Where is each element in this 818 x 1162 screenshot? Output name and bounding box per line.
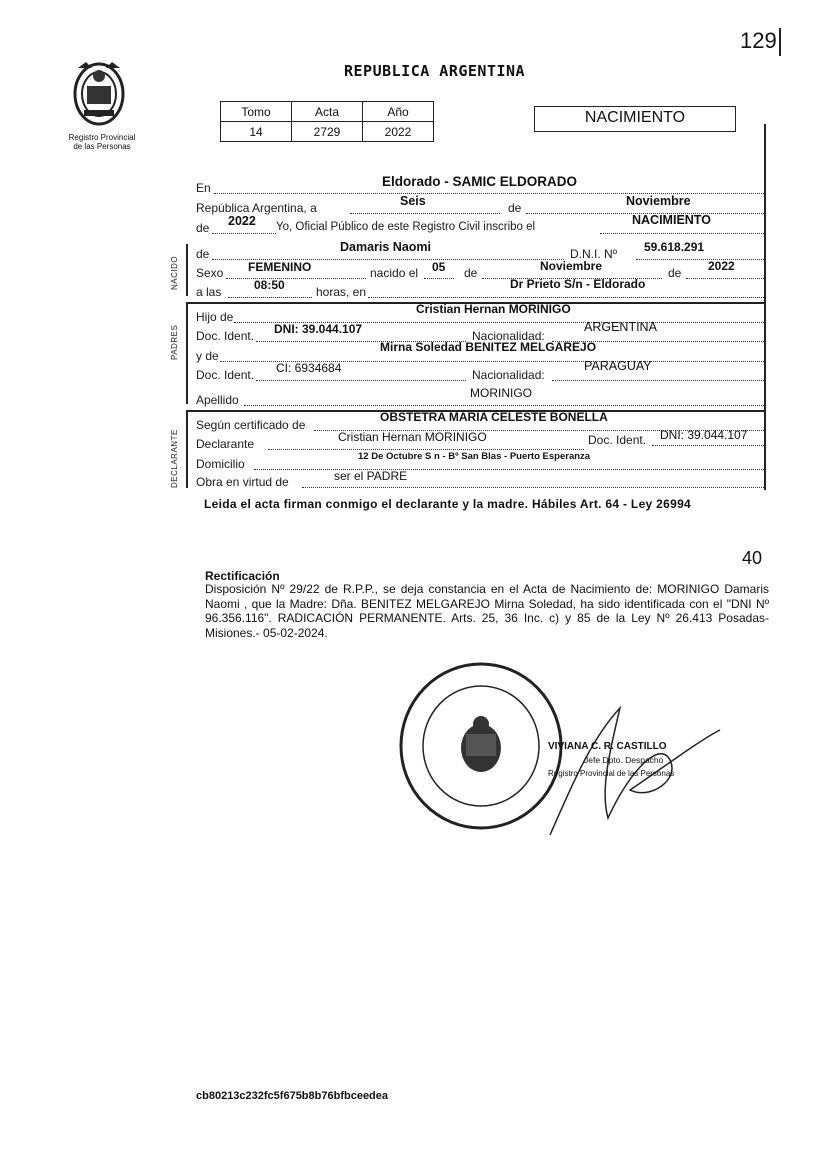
rectificacion-heading: Rectificación bbox=[205, 569, 280, 583]
header-anio: Año bbox=[363, 102, 434, 122]
document-hash: cb80213c232fc5f675b8b76bfbceedea bbox=[196, 1090, 389, 1102]
padre-nac-value: ARGENTINA bbox=[584, 320, 657, 334]
registry-name: Registro Provincial de las Personas bbox=[68, 133, 136, 151]
nac-mes-value: Noviembre bbox=[540, 259, 603, 273]
nombre-value: Damaris Naomi bbox=[340, 240, 432, 254]
yde-label: y de bbox=[196, 349, 219, 363]
certificado-label: Según certificado de bbox=[196, 418, 306, 432]
page-number: 129 bbox=[740, 28, 777, 53]
declarante-label: Declarante bbox=[196, 437, 255, 451]
hijo-label: Hijo de bbox=[196, 310, 234, 324]
nac-anio-value: 2022 bbox=[708, 259, 735, 273]
decl-doc-value: DNI: 39.044.107 bbox=[660, 428, 748, 442]
madre-nac-value: PARAGUAY bbox=[584, 359, 652, 373]
record-table bbox=[220, 101, 434, 142]
value-anio: 2022 bbox=[363, 122, 434, 142]
rectificacion-body: Disposición Nº 29/22 de R.P.P., se deja constancia en el Acta de Nacimiento de: MORINIGO Damaris Naomi , que la Madre: Dña. BENITEZ MELGAREJO Mirna Soledad, ha sido identificada con el "DNI Nº 96.356.116". RADICACIÓN PERMANENTE. Arts. 25, 36 Inc. c) y 85 de la Ley Nº 26.413 Posadas- Misiones.- 05-02-2024. bbox=[205, 582, 769, 640]
de2-label: de bbox=[196, 221, 210, 235]
apellido-value: MORINIGO bbox=[470, 386, 532, 400]
madre-doc-value: CI: 6934684 bbox=[276, 361, 342, 375]
dia-value: Seis bbox=[400, 194, 426, 208]
side-label-nacido: NACIDO bbox=[170, 255, 179, 290]
mes-value: Noviembre bbox=[626, 194, 691, 208]
side-label-padres: PADRES bbox=[170, 324, 179, 360]
dni-value: 59.618.291 bbox=[644, 240, 705, 254]
dni-label: D.N.I. Nº bbox=[570, 247, 618, 261]
oficial-label: Yo, Oficial Público de este Registro Civil inscribo el bbox=[276, 221, 536, 233]
certificado-value: OBSTETRA MARÍA CELESTE BONELLA bbox=[380, 410, 608, 424]
de-label: de bbox=[508, 201, 522, 215]
de5-label: de bbox=[668, 266, 682, 280]
value-acta: 2729 bbox=[292, 122, 363, 142]
sexo-label: Sexo bbox=[196, 266, 224, 280]
header-tomo: Tomo bbox=[221, 102, 292, 122]
en-label: En bbox=[196, 181, 211, 195]
document-title: REPUBLICA ARGENTINA bbox=[344, 62, 526, 80]
registry-logo bbox=[66, 56, 132, 132]
anio-value: 2022 bbox=[228, 214, 256, 228]
alas-label: a las bbox=[196, 285, 222, 299]
nac-dia-value: 05 bbox=[432, 260, 446, 274]
lugar-value: Dr Prieto S/n - Eldorado bbox=[510, 277, 646, 291]
padre-doc-value: DNI: 39.044.107 bbox=[274, 322, 363, 336]
nac-label: Nacionalidad: bbox=[472, 329, 545, 343]
signature-title: Jefe Dpto. Despacho bbox=[584, 755, 664, 765]
padre-value: Cristian Hernan MORINIGO bbox=[416, 302, 571, 316]
crest-icon bbox=[66, 56, 132, 132]
form-right-border bbox=[764, 124, 766, 490]
closing-text: Leida el acta firman conmigo el declarante y la madre. Hábiles Art. 64 - Ley 26994 bbox=[204, 497, 692, 511]
de4-label: de bbox=[464, 266, 478, 280]
inscribo-value: NACIMIENTO bbox=[632, 213, 711, 227]
docident-label: Doc. Ident. bbox=[196, 329, 255, 343]
horas-label: horas, en bbox=[316, 285, 367, 299]
side-label-declarante: DECLARANTE bbox=[170, 429, 179, 488]
apellido-label: Apellido bbox=[196, 393, 239, 407]
en-value: Eldorado - SAMIC ELDORADO bbox=[382, 174, 577, 189]
madre-value: Mirna Soledad BENITEZ MELGAREJO bbox=[380, 340, 597, 354]
signature-name: VIVIANA C. R. CASTILLO bbox=[548, 741, 667, 752]
decl-doc-label: Doc. Ident. bbox=[588, 433, 647, 447]
signature-org: Registro Provincial de las Personas bbox=[548, 769, 675, 778]
republica-label: República Argentina, a bbox=[196, 201, 317, 215]
de3-label: de bbox=[196, 247, 210, 261]
hora-value: 08:50 bbox=[254, 278, 285, 292]
record-type-box bbox=[534, 106, 736, 132]
declarante-value: Cristian Hernan MORINIGO bbox=[338, 430, 487, 444]
header-acta: Acta bbox=[292, 102, 363, 122]
record-type: NACIMIENTO bbox=[584, 109, 686, 126]
nac2-label: Nacionalidad: bbox=[472, 368, 545, 382]
obra-value: ser el PADRE bbox=[334, 469, 408, 483]
docident2-label: Doc. Ident. bbox=[196, 368, 255, 382]
page-number-2: 40 bbox=[742, 548, 763, 568]
margin-line bbox=[779, 28, 781, 56]
value-tomo: 14 bbox=[221, 122, 292, 142]
domicilio-label: Domicilio bbox=[196, 457, 245, 471]
sexo-value: FEMENINO bbox=[248, 260, 312, 274]
domicilio-value: 12 De Octubre S n - Bº San Blas - Puerto Esperanza bbox=[358, 451, 591, 462]
nacido-label: nacido el bbox=[370, 266, 419, 280]
obra-label: Obra en virtud de bbox=[196, 475, 289, 489]
